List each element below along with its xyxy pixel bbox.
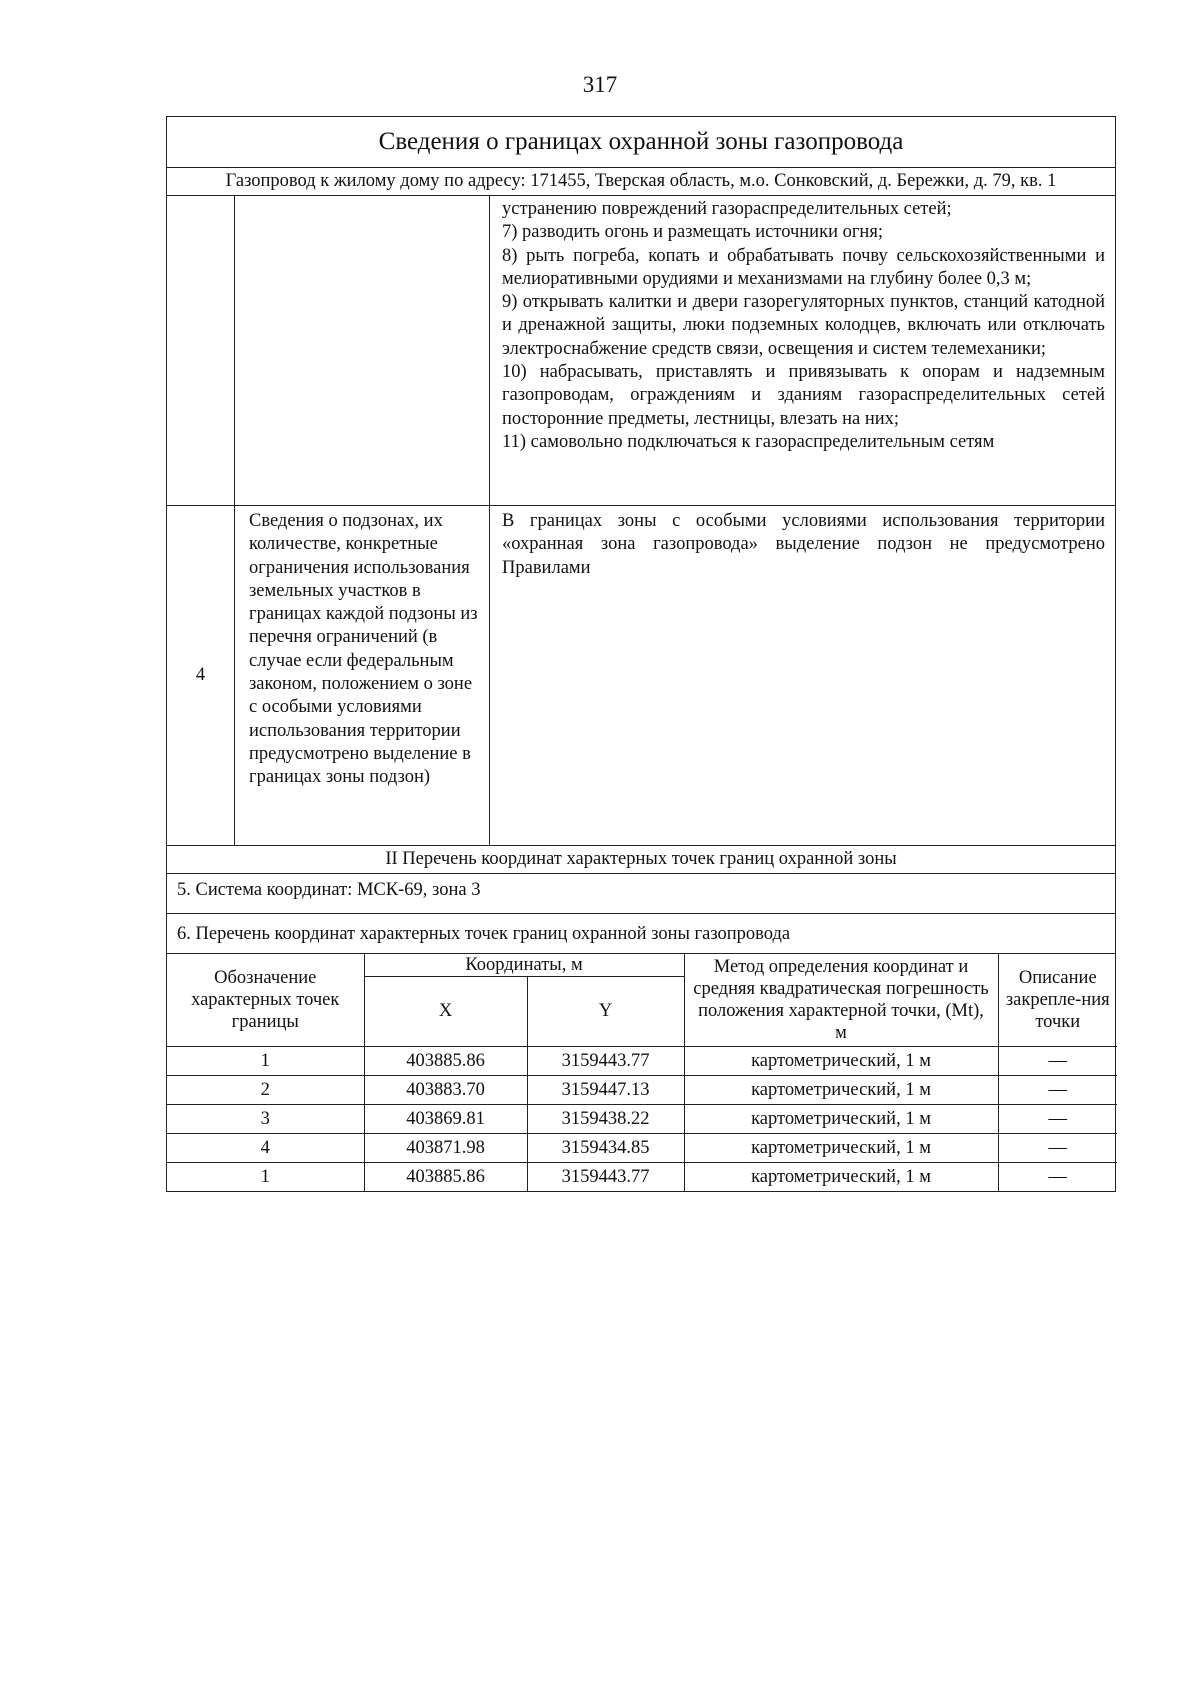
restriction-line: 11) самовольно подключаться к газораспределительным сетям (502, 431, 995, 452)
row-label (235, 196, 490, 505)
restrictions-text (490, 196, 1115, 505)
cell-y: 3159443.77 (527, 1163, 684, 1192)
header-y: Y (527, 977, 684, 1047)
cell-point: 3 (167, 1105, 364, 1134)
cell-x: 403869.81 (364, 1105, 527, 1134)
cell-point: 1 (167, 1163, 364, 1192)
table-row (167, 1047, 1117, 1076)
coordinates-table (167, 954, 1117, 1191)
restriction-line: 9) открывать калитки и двери газорегуляторных пунктов, станций катодной и дренажной защиты, люки подземных колодцев, включать или отключать электроснабжение средств связи, освещения и систем телемеханики; (502, 292, 1105, 359)
cell-point: 1 (167, 1047, 364, 1076)
cell-description: — (998, 1047, 1117, 1076)
cell-point: 2 (167, 1076, 364, 1105)
document-title: Сведения о границах охранной зоны газопровода (378, 128, 904, 155)
cell-description: — (998, 1134, 1117, 1163)
object-address: Газопровод к жилому дому по адресу: 171455, Тверская область, м.о. Сонковский, д. Бережки, д. 79, кв. 1 (167, 167, 1115, 195)
subzones-row (167, 505, 1115, 845)
cell-y: 3159438.22 (527, 1105, 684, 1134)
table-row (167, 1105, 1117, 1134)
cell-description: — (998, 1076, 1117, 1105)
cell-x: 403885.86 (364, 1047, 527, 1076)
restriction-line: устранению повреждений газораспределительных сетей; (502, 199, 952, 219)
cell-y: 3159434.85 (527, 1134, 684, 1163)
restrictions-row (167, 195, 1115, 505)
cell-method: картометрический, 1 м (684, 1047, 998, 1076)
header-designation: Обозначение характерных точек границы (167, 954, 364, 1047)
subzones-text: В границах зоны с особыми условиями использования территории «охранная зона газопровода» выделение подзон не предусмотрено Правилами (502, 511, 1105, 578)
cell-method: картометрический, 1 м (684, 1105, 998, 1134)
table-row (167, 1076, 1117, 1105)
cell-method: картометрический, 1 м (684, 1134, 998, 1163)
cell-method: картометрический, 1 м (684, 1163, 998, 1192)
cell-description: — (998, 1105, 1117, 1134)
subzones-label: Сведения о подзонах, их количестве, конкретные ограничения использования земельных участков в границах каждой подзоны из перечня ограничений (в случае если федеральным законом, положением о зоне с особыми условиями использования территории предусмотрено выделение в границах зоны подзон) (235, 506, 490, 845)
header-coordinates: Координаты, м (364, 954, 684, 977)
row-number: 4 (167, 506, 235, 845)
cell-y: 3159447.13 (527, 1076, 684, 1105)
coordinates-table-wrap (167, 953, 1115, 1191)
page-number: 317 (582, 72, 618, 97)
section-2-title: II Перечень координат характерных точек границ охранной зоны (167, 845, 1115, 873)
header-x: X (364, 977, 527, 1047)
restriction-line: 10) набрасывать, приставлять и привязывать к опорам и надземным газопроводам, ограждениям и зданиям газораспределительных сетей посторонние предметы, лестницы, влезать на них; (502, 362, 1105, 429)
cell-x: 403885.86 (364, 1163, 527, 1192)
cell-method: картометрический, 1 м (684, 1076, 998, 1105)
cell-x: 403871.98 (364, 1134, 527, 1163)
table-row (167, 1163, 1117, 1192)
zone-info-document (166, 116, 1116, 1192)
table-row (167, 1134, 1117, 1163)
coordinate-system: 5. Система координат: МСК-69, зона 3 (167, 873, 1115, 913)
cell-description: — (998, 1163, 1117, 1192)
cell-point: 4 (167, 1134, 364, 1163)
cell-y: 3159443.77 (527, 1047, 684, 1076)
restriction-line: 7) разводить огонь и размещать источники огня; (502, 222, 883, 243)
points-list-title: 6. Перечень координат характерных точек границ охранной зоны газопровода (167, 913, 1115, 953)
restriction-line: 8) рыть погреба, копать и обрабатывать почву сельскохозяйственными и мелиоративными орудиями и механизмами на глубину более 0,3 м; (502, 245, 1105, 289)
header-description: Описание закрепле-ния точки (998, 954, 1117, 1047)
row-number (167, 196, 235, 505)
cell-x: 403883.70 (364, 1076, 527, 1105)
header-method: Метод определения координат и средняя квадратическая погрешность положения характерной точки, (Mt), м (684, 954, 998, 1047)
